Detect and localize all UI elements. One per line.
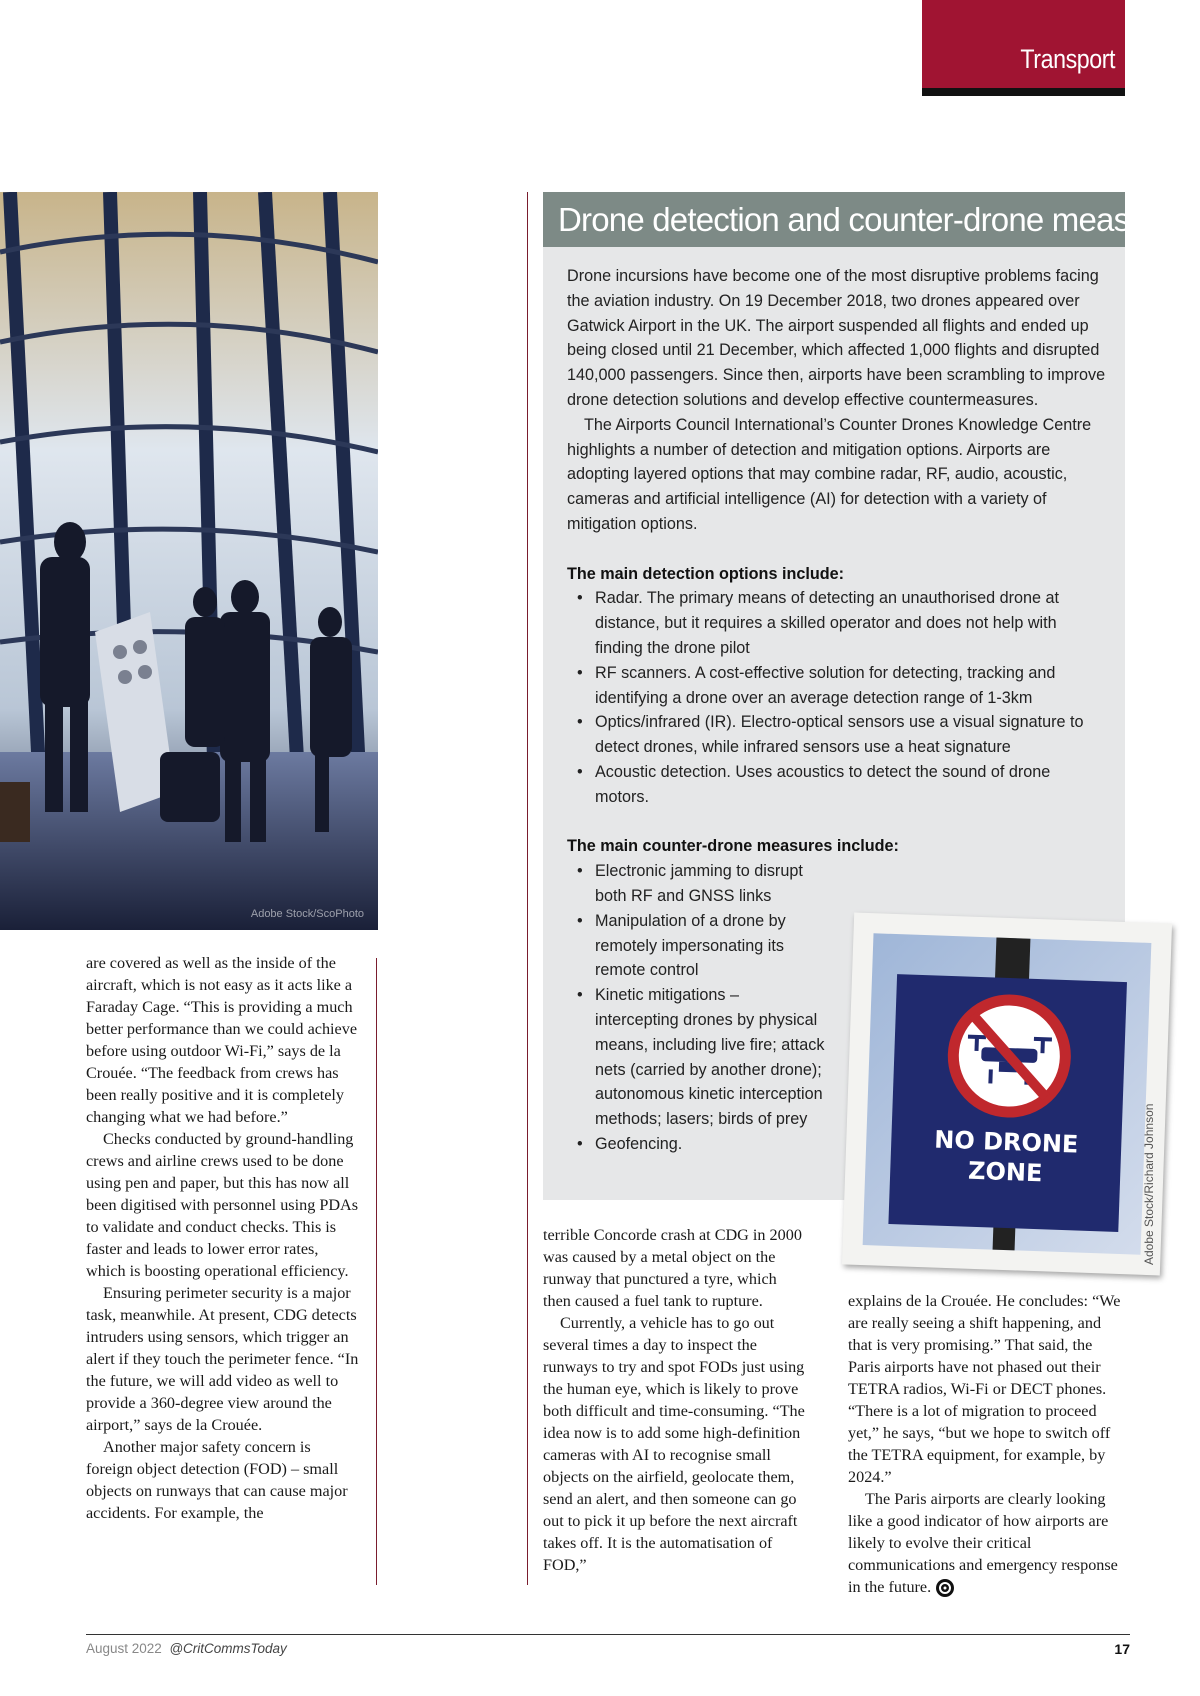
- footer-rule: [86, 1634, 1130, 1635]
- list-item: • Electronic jamming to disrupt both RF and GNSS links: [567, 859, 827, 909]
- no-drone-zone-photo: [842, 913, 1172, 1276]
- end-mark-icon: [935, 1578, 955, 1598]
- sidebar-paragraph: The Airports Council International’s Counter Drones Knowledge Centre highlights a number of detection and mitigation options. Airports are adopting layered options that may combine radar, RF, audio, acoustic, cameras and artificial intelligence (AI) for detection with a variety of mitigation options.: [567, 415, 1092, 533]
- list-item: • Optics/infrared (IR). Electro-optical sensors use a visual signature to detect drones, while infrared sensors use a heat signature: [567, 710, 1107, 760]
- closing-text: The Paris airports are clearly looking like a good indicator of how airports are likely to evolve their critical communications and emergency response in the future.: [848, 1490, 1118, 1596]
- sign-photo-credit: Adobe Stock/Richard Johnson: [1142, 1103, 1156, 1265]
- section-tab: [922, 0, 1125, 96]
- column-divider: [376, 958, 377, 1585]
- counter-heading: The main counter-drone measures include:: [567, 837, 899, 856]
- paragraph: [848, 1488, 1126, 1598]
- column-divider: [527, 192, 528, 1585]
- paragraph: are covered as well as the inside of the aircraft, which is not easy as it acts like a Faraday Cage. “This is providing a much better performance than we could achieve before using outdoor Wi-Fi,” says de la Crouée. “The feedback from crews has been really positive and it is completely changing what we had before.”: [86, 954, 357, 1126]
- paragraph: Ensuring perimeter security is a major task, meanwhile. At present, CDG detects intruders using sensors, which trigger an alert if they touch the perimeter fence. “In the future, we will add video as well to provide a 360-degree view around the airport,” says de la Crouée.: [86, 1284, 359, 1434]
- paragraph: Checks conducted by ground-handling crews and airline crews used to be done using pen and paper, but this has now all been digitised with personnel using PDAs to validate and conduct checks. This is faster and leads to lower error rates, which is boosting operational efficiency.: [86, 1130, 359, 1280]
- list-item: • RF scanners. A cost-effective solution for detecting, tracking and identifying a drone over an average detection range of 1-3km: [567, 661, 1107, 711]
- list-item: • Geofencing.: [567, 1132, 827, 1157]
- list-item: • Acoustic detection. Uses acoustics to detect the sound of drone motors.: [567, 760, 1107, 810]
- footer-left: [86, 1641, 287, 1656]
- paragraph: terrible Concorde crash at CDG in 2000 was caused by a metal object on the runway that punctured a tyre, which then caused a fuel tank to rupture.: [543, 1226, 802, 1310]
- sidebar-title: Drone detection and counter-drone measures: [543, 192, 1125, 247]
- paragraph: Currently, a vehicle has to go out several times a day to inspect the runways to try and spot FODs just using the human eye, which is likely to prove both difficult and time-consuming. “The idea now is to add some high-definition cameras with AI to recognise small objects on the airfield, geolocate them, send an alert, and then someone can go out to pick it up before the next aircraft takes off. It is the automatisation of FOD,”: [543, 1314, 805, 1574]
- twitter-handle: @CritCommsToday: [169, 1641, 287, 1656]
- detection-list: [567, 586, 1107, 809]
- page-number: 17: [1114, 1641, 1130, 1657]
- issue-date: August 2022: [86, 1641, 162, 1656]
- section-label: Transport: [1020, 44, 1115, 74]
- photo-credit: Adobe Stock/ScoPhoto: [250, 908, 364, 920]
- paragraph: Another major safety concern is foreign object detection (FOD) – small objects on runways that can cause major accidents. For example, the: [86, 1438, 348, 1522]
- article-column-1: [86, 952, 361, 1524]
- list-item: • Manipulation of a drone by remotely impersonating its remote control: [567, 909, 827, 983]
- paragraph: explains de la Crouée. He concludes: “We are really seeing a shift happening, and that is very promising.” That said, the Paris airports have not phased out their TETRA radios, Wi-Fi or DECT phones. “There is a lot of migration to proceed yet,” he says, “but we hope to switch off the TETRA equipment, for example, by 2024.”: [848, 1292, 1121, 1486]
- article-column-2: [543, 1224, 805, 1576]
- sign-text-line2: ZONE: [967, 1156, 1043, 1188]
- sidebar-paragraph: Drone incursions have become one of the most disruptive problems facing the aviation industry. On 19 December 2018, two drones appeared over Gatwick Airport in the UK. The airport suspended all flights and ended up being closed until 21 December, which affected 1,000 flights and disrupted 140,000 passengers. Since then, airports have been scrambling to improve drone detection solutions and develop effective countermeasures.: [567, 267, 1106, 409]
- list-item: • Radar. The primary means of detecting an unauthorised drone at distance, but it requires a skilled operator and does not help with finding the drone pilot: [567, 586, 1107, 660]
- article-column-3: [848, 1290, 1126, 1598]
- sign-text-line1: NO DRONE: [933, 1125, 1079, 1159]
- airport-terminal-photo: [0, 192, 378, 930]
- list-item: • Kinetic mitigations – intercepting drones by physical means, including live fire; attack nets (carried by another drone); autonomous kinetic interception methods; lasers; birds of prey: [567, 983, 827, 1132]
- detection-heading: The main detection options include:: [567, 564, 844, 583]
